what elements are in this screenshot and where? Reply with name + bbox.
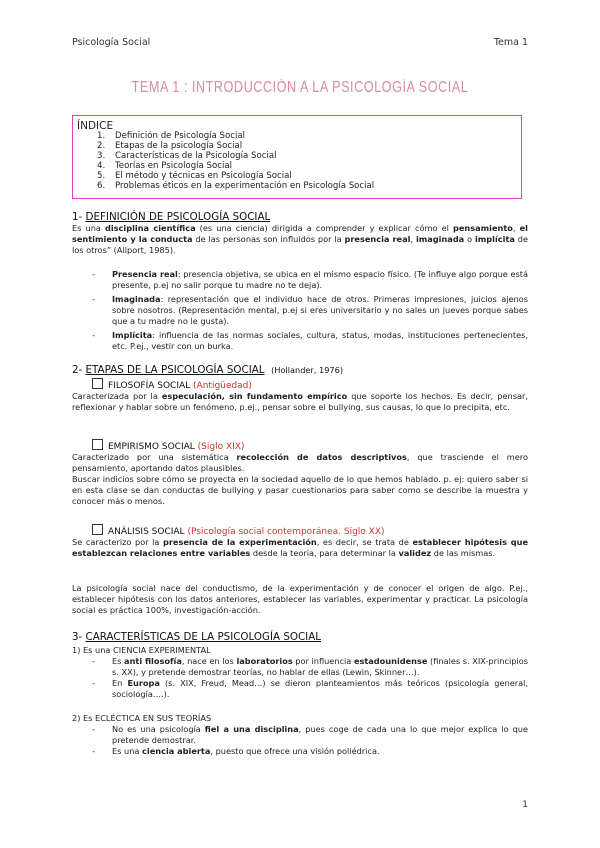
section-1-heading: 1- DEFINICIÓN DE PSICOLOGÍA SOCIAL	[72, 211, 271, 223]
header-left: Psicología Social	[72, 37, 151, 48]
text-run: (finales s. XIX-principios s. XX), y pretende demostrar teorías, no hablar de ellas (Lewin, Skinner…).	[112, 656, 528, 677]
toc-item-number: 2.	[97, 141, 106, 152]
list-item	[92, 330, 528, 352]
bold-run: Presencia real	[112, 269, 178, 279]
list-item	[92, 724, 528, 746]
text-run: Caracterizada por la	[72, 391, 162, 401]
stage-empirismo-text: Caracterizado por una sistemática recolección de datos descriptivos, que trasciende el mero pensamiento, aportando datos plausibles. Buscar indicios sobre cómo se proyecta en la sociedad aquello de lo que hemos hablado. p. ej: quiero saber si en esta clase se dan conductas de bullying y pasar cuestionarios para saber como se describe la muestra y conocer más o menos.	[72, 452, 528, 506]
bold-run: Implícita	[112, 330, 153, 340]
stage-analisis-text	[72, 537, 528, 559]
stage-filosofia-text	[72, 391, 528, 413]
checkbox-icon	[92, 378, 103, 389]
text-run: , nace en los	[181, 656, 237, 666]
list-item-text	[112, 746, 528, 757]
bold-run: estadounidense	[353, 656, 428, 666]
bold-run: implícita	[474, 234, 515, 244]
text-run: : presencia objetiva, se ubica en el mismo espacio físico. (Te influye algo porque está presente, p.ej no salir porque tu madre no te deja).	[112, 269, 528, 290]
text-run: , es decir, se trata de	[316, 537, 413, 547]
toc-item	[97, 171, 374, 181]
toc-item-number: 1.	[97, 131, 106, 141]
toc-item-label: Definición de Psicología Social	[115, 131, 246, 141]
toc-item-label: Características de la Psicología Social	[115, 151, 277, 162]
bold-run: Imaginada	[112, 294, 161, 304]
toc-item-label: Problemas éticos en la experimentación en Psicología Social	[115, 181, 375, 192]
toc-item	[97, 151, 374, 161]
list-item-text	[112, 294, 528, 327]
list-item	[92, 269, 528, 291]
text-run: ,	[512, 223, 520, 233]
page-title: TEMA 1 : INTRODUCCIÓN A LA PSICOLOGÍA SOCIAL	[131, 79, 469, 96]
bullet-dash-icon: -	[92, 678, 95, 688]
list-item-text	[112, 656, 528, 678]
bold-run: laboratorios	[236, 656, 293, 666]
text-run: Se caracterizo por la	[72, 537, 164, 547]
bold-run: disciplina científica	[105, 223, 196, 233]
list-item	[92, 656, 528, 678]
text-run: , puesto que ofrece una visión poliédrica.	[210, 746, 380, 756]
list-item-text	[112, 678, 528, 700]
list-item	[92, 294, 528, 327]
text-run: de las personas son influidos por la	[192, 234, 345, 244]
bold-run: presencia real	[344, 234, 411, 244]
char-2-bullets	[92, 724, 528, 757]
toc-item-label: Etapas de la psicología Social	[115, 141, 243, 152]
text-run: : representación que el individuo hace de otros. Primeras impresiones, juicios ajenos sobre nosotros. (Representación mental, p.ej si eres universitario y no sales un jueves porque sabes que a tu madre no le gusta).	[112, 294, 528, 326]
text-run: Caracterizado por una sistemática	[72, 452, 237, 462]
toc-item	[97, 181, 374, 191]
section-1-bullets	[92, 269, 528, 355]
text-run: Es una	[112, 746, 143, 756]
toc-item-label: El método y técnicas en Psicología Social	[115, 171, 292, 182]
text-run: (s. XIX, Freud, Mead…) se dieron planteamientos más teóricos (psicología general, sociología….).	[112, 678, 528, 699]
text-run: por influencia	[292, 656, 354, 666]
toc-item	[97, 161, 374, 171]
bold-run: recolección de datos descriptivos	[236, 452, 407, 462]
toc-item-number: 5.	[97, 171, 106, 182]
stage-empirismo-checkbox: EMPIRISMO SOCIAL (Siglo XIX)	[92, 439, 244, 452]
bold-run: imaginada	[415, 234, 465, 244]
text-run: No es una psicología	[112, 724, 205, 734]
bold-run: Europa	[127, 678, 160, 688]
table-of-contents	[72, 115, 522, 199]
toc-item-label: Teorías en Psicología Social	[115, 161, 233, 172]
toc-item	[97, 141, 374, 151]
text-run: ,	[410, 234, 416, 244]
bullet-dash-icon: -	[92, 724, 95, 734]
section-2-closing: La psicología social nace del conductismo, de la experimentación y de conocer el origen de algo. P.ej., establecer hipótesis con los datos anteriores, establecer las variables, experimentar y practicar. La psicología social es práctica 100%, investigación-acción.	[72, 583, 528, 615]
bold-run: validez	[398, 548, 432, 558]
text-run: Es una	[72, 223, 106, 233]
list-item-text	[112, 724, 528, 746]
toc-item-number: 6.	[97, 181, 106, 192]
bold-run: fiel a una disciplina	[204, 724, 299, 734]
checkbox-icon	[92, 524, 103, 535]
stage-analisis-checkbox: ANÁLISIS SOCIAL (Psicología social contemporánea. Siglo XX)	[92, 524, 385, 537]
list-item	[92, 746, 528, 757]
text-run: o	[464, 234, 475, 244]
section-3-heading: 3- CARACTERÍSTICAS DE LA PSICOLOGÍA SOCIAL	[72, 631, 321, 643]
text-run: En	[112, 678, 128, 688]
text-run: (es una ciencia) dirigida a comprender y explicar cómo el	[195, 223, 453, 233]
text-run: , pues coge de cada una lo que mejor explica lo que pretende demostrar.	[112, 724, 528, 745]
bullet-dash-icon: -	[92, 656, 95, 666]
list-item	[92, 678, 528, 700]
stage-filosofia-checkbox: FILOSOFÍA SOCIAL (Antigüedad)	[92, 378, 252, 391]
char-1-label: 1) Es una CIENCIA EXPERIMENTAL	[72, 645, 211, 655]
list-item-text	[112, 330, 528, 352]
toc-list	[97, 131, 374, 192]
header-right: Tema 1	[493, 37, 528, 48]
bold-run: presencia de la experimentación	[163, 537, 317, 547]
text-run: desde la teoría, para determinar la	[250, 548, 399, 558]
section-1-paragraph	[72, 223, 528, 256]
text-run: , que trasciende el mero pensamiento, aportando datos plausibles.	[72, 452, 528, 473]
toc-item-number: 4.	[97, 161, 106, 172]
toc-heading: ÍNDICE	[77, 120, 114, 132]
list-item-text	[112, 269, 528, 291]
bullet-dash-icon: -	[92, 746, 95, 756]
text-run: que soporte los hechos. Es decir, pensar, reflexionar y hablar sobre un fenómeno, p.ej., pensar sobre el bullying, sus causas, lo que lo precipita, etc.	[72, 391, 528, 412]
toc-item	[97, 131, 374, 141]
bold-run: el sentimiento y la conducta	[72, 223, 528, 244]
bullet-dash-icon: -	[92, 330, 95, 340]
text-run: Es	[112, 656, 125, 666]
char-2-label: 2) Es ECLÉCTICA EN SUS TEORÍAS	[72, 713, 212, 723]
text-run: de los otros” (Allport, 1985).	[72, 234, 528, 255]
toc-item-number: 3.	[97, 151, 106, 162]
bullet-dash-icon: -	[92, 269, 95, 279]
bold-run: especulación, sin fundamento empírico	[161, 391, 348, 401]
char-1-bullets	[92, 656, 528, 700]
bold-run: ciencia abierta	[142, 746, 211, 756]
bold-run: anti filosofía	[124, 656, 182, 666]
bold-run: establecer hipótesis que establezcan relaciones entre variables	[72, 537, 529, 558]
text-run: : influencia de las normas sociales, cultura, status, modas, instituciones pertenecientes, etc. P.ej., vestir con un burka.	[112, 330, 528, 351]
section-2-heading: 2- ETAPAS DE LA PSICOLOGÍA SOCIAL (Hollander, 1976)	[72, 364, 344, 376]
text-run: de las mismas.	[431, 548, 496, 558]
bold-run: pensamiento	[453, 223, 513, 233]
page-number: 1	[522, 800, 528, 810]
bullet-dash-icon: -	[92, 294, 95, 304]
checkbox-icon	[92, 439, 103, 450]
